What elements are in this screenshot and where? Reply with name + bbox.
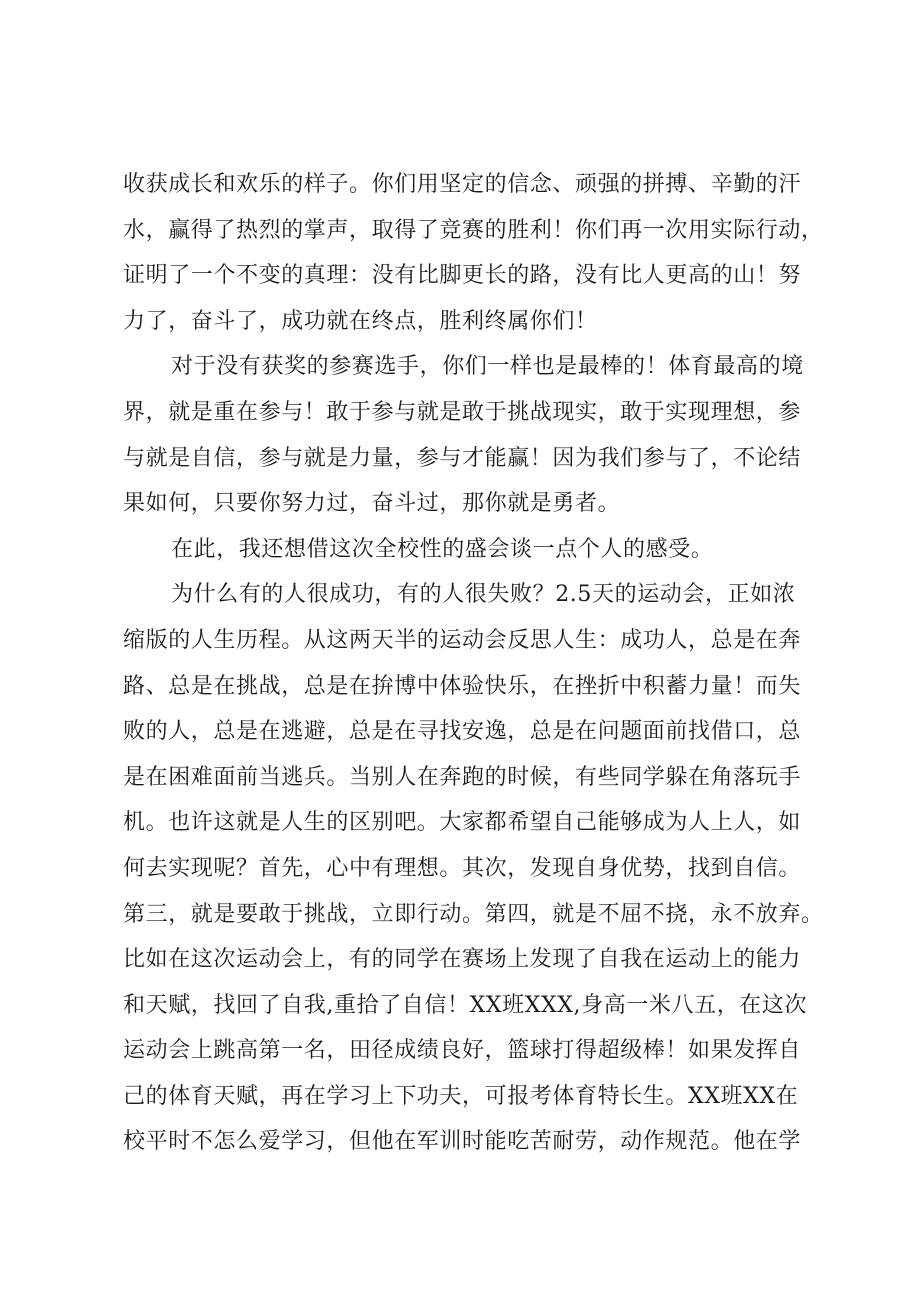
text-line: 第三，就是要敢于挑战，立即行动。第四，就是不屈不挠，永不放弃。 [123, 901, 824, 927]
text-line: 和天赋，找回了自我,重拾了自信！XX班XXX,身高一米八五，在这次 [123, 992, 808, 1018]
text-line: 证明了一个不变的真理：没有比脚更长的路，没有比人更高的山！努 [123, 263, 802, 289]
text-line: 比如在这次运动会上，有的同学在赛场上发现了自我在运动上的能力 [123, 947, 802, 973]
text-line: 界，就是重在参与！敢于参与就是敢于挑战现实，敢于实现理想，参 [123, 399, 802, 425]
text-line: 收获成长和欢乐的样子。你们用坚定的信念、顽强的拼搏、辛勤的汗 [123, 172, 802, 197]
text-line: 果如何，只要你努力过，奋斗过，那你就是勇者。 [123, 491, 621, 517]
paragraph-first-line: 为什么有的人很成功，有的人很失败？2.5天的运动会，正如浓 [171, 582, 796, 608]
text-line: 校平时不怎么爱学习，但他在军训时能吃苦耐劳，动作规范。他在学 [123, 1129, 802, 1155]
text-line: 败的人，总是在逃避，总是在寻找安逸，总是在问题面前找借口，总 [123, 719, 802, 745]
document-body [123, 162, 823, 1165]
text-line: 水，赢得了热烈的掌声，取得了竞赛的胜利！你们再一次用实际行动， [123, 217, 824, 243]
paragraph-first-line: 对于没有获奖的参赛选手，你们一样也是最棒的！体育最高的境 [171, 354, 804, 380]
text-line: 路、总是在挑战，总是在拚博中体验快乐，在挫折中积蓄力量！而失 [123, 673, 802, 699]
text-line: 运动会上跳高第一名，田径成绩良好，篮球打得超级棒！如果发挥自 [123, 1038, 802, 1064]
text-line: 与就是自信，参与就是力量，参与才能赢！因为我们参与了，不论结 [123, 445, 802, 471]
paragraph-first-line: 在此，我还想借这次全校性的盛会谈一点个人的感受。 [171, 536, 714, 562]
text-line: 力了，奋斗了，成功就在终点，胜利终属你们！ [123, 308, 598, 334]
text-line: 己的体育天赋，再在学习上下功夫，可报考体育特长生。XX班XX在 [123, 1083, 799, 1109]
text-line: 何去实现呢？首先，心中有理想。其次，发现自身优势，找到自信。 [123, 855, 802, 881]
text-line: 机。也许这就是人生的区别吧。大家都希望自己能够成为人上人，如 [123, 810, 802, 836]
text-line: 缩版的人生历程。从这两天半的运动会反思人生：成功人，总是在奔 [123, 627, 802, 653]
text-line: 是在困难面前当逃兵。当别人在奔跑的时候，有些同学躲在角落玩手 [123, 764, 802, 790]
